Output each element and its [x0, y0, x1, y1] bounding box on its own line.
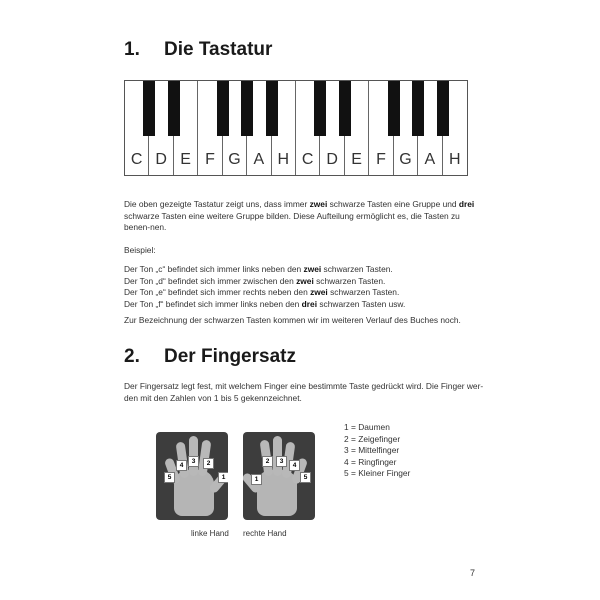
section-number: 2. — [124, 346, 140, 367]
legend-item: 5 = Kleiner Finger — [344, 468, 411, 479]
legend-item: 3 = Mittelfinger — [344, 445, 400, 456]
finger-number-badge: 3 — [276, 456, 287, 467]
example-text: schwarzen Tasten usw. — [317, 298, 406, 309]
section-title: Der Fingersatz — [164, 346, 296, 367]
example-text: schwarzen Tasten. — [327, 287, 400, 297]
left-hand-image — [156, 432, 228, 520]
bold-word: drei — [301, 298, 318, 309]
black-key — [217, 81, 229, 136]
black-key — [266, 81, 278, 136]
black-key — [388, 81, 400, 136]
finger-number-badge: 4 — [176, 460, 187, 471]
key-label: D — [155, 151, 167, 168]
black-key — [339, 81, 351, 136]
example-text: schwarzen Tasten. — [313, 275, 386, 286]
key-label: C — [130, 151, 143, 168]
bold-word: zwei — [296, 275, 314, 286]
finger-number-badge: 3 — [188, 456, 199, 467]
page-number: 7 — [470, 568, 476, 578]
intro-text: schwarze Tasten eine weitere Gruppe bilden. Diese Aufteilung ermöglicht es, die Tasten zu benen-nen. — [124, 210, 460, 232]
intro-text: schwarze Tasten eine Gruppe und — [327, 199, 459, 209]
finger-number-badge: 4 — [289, 460, 300, 471]
example-list — [124, 264, 484, 310]
palm-shape — [257, 470, 297, 516]
legend-item: 1 = Daumen — [344, 422, 390, 432]
legend-item: 4 = Ringfinger — [344, 456, 397, 467]
finger-number-badge: 5 — [300, 472, 311, 483]
finger-number-badge: 2 — [262, 456, 273, 467]
key-label: E — [351, 151, 362, 168]
key-label: A — [424, 151, 436, 168]
key-label: G — [228, 151, 241, 168]
example-line — [124, 299, 484, 311]
fingering-paragraph: Der Fingersatz legt fest, mit welchem Finger eine bestimmte Taste gedrückt wird. Die Finger wer-den mit den Zahlen von 1 bis 5 gekennzeichnet. — [124, 381, 484, 403]
section-number: 1. — [124, 39, 140, 60]
finger-legend — [344, 422, 410, 480]
example-line — [124, 264, 484, 276]
black-key — [168, 81, 180, 136]
legend-item: 2 = Zeigefinger — [344, 433, 401, 444]
finger-number-badge: 1 — [218, 472, 228, 483]
finger-number-badge: 5 — [164, 472, 175, 483]
key-label: E — [180, 151, 191, 168]
key-label: F — [376, 151, 386, 168]
finger-number-badge: 1 — [251, 474, 262, 485]
piano-keyboard — [124, 80, 468, 176]
example-label: Beispiel: — [124, 245, 156, 255]
black-key — [241, 81, 253, 136]
key-label: H — [448, 151, 461, 168]
section-heading-fingering — [124, 346, 296, 368]
example-text: Der Ton „f“ befindet sich immer links neben den — [124, 298, 302, 309]
black-key — [412, 81, 424, 136]
example-text: schwarzen Tasten. — [321, 264, 393, 274]
left-hand-label: linke Hand — [191, 529, 229, 538]
key-label: H — [277, 151, 290, 168]
example-line — [124, 276, 484, 288]
key-label: A — [253, 151, 265, 168]
bold-word: zwei — [310, 287, 328, 297]
key-label: C — [301, 151, 314, 168]
example-text: Der Ton „c“ befindet sich immer links neben den — [124, 264, 304, 274]
bold-word: zwei — [303, 264, 322, 274]
example-text: Der Ton „d“ befindet sich immer zwischen den — [124, 275, 297, 286]
note-paragraph: Zur Bezeichnung der schwarzen Tasten kommen wir im weiteren Verlauf des Buches noch. — [124, 315, 461, 325]
bold-word: zwei — [309, 199, 328, 209]
palm-shape — [174, 470, 214, 516]
finger-number-badge: 2 — [203, 458, 214, 469]
section-title: Die Tastatur — [164, 39, 273, 60]
black-key — [437, 81, 449, 136]
black-key — [314, 81, 326, 136]
section-heading-keyboard — [124, 39, 272, 61]
example-text: Der Ton „e“ befindet sich immer rechts neben den — [124, 287, 311, 297]
right-hand-label: rechte Hand — [243, 529, 287, 538]
key-label: D — [326, 151, 338, 168]
right-hand-image — [243, 432, 315, 520]
bold-word: drei — [458, 199, 475, 209]
black-key — [143, 81, 155, 136]
example-line — [124, 287, 484, 299]
intro-text: Die oben gezeigte Tastatur zeigt uns, dass immer — [124, 199, 310, 209]
key-label: G — [399, 151, 412, 168]
key-label: F — [205, 151, 215, 168]
intro-paragraph — [124, 199, 484, 234]
